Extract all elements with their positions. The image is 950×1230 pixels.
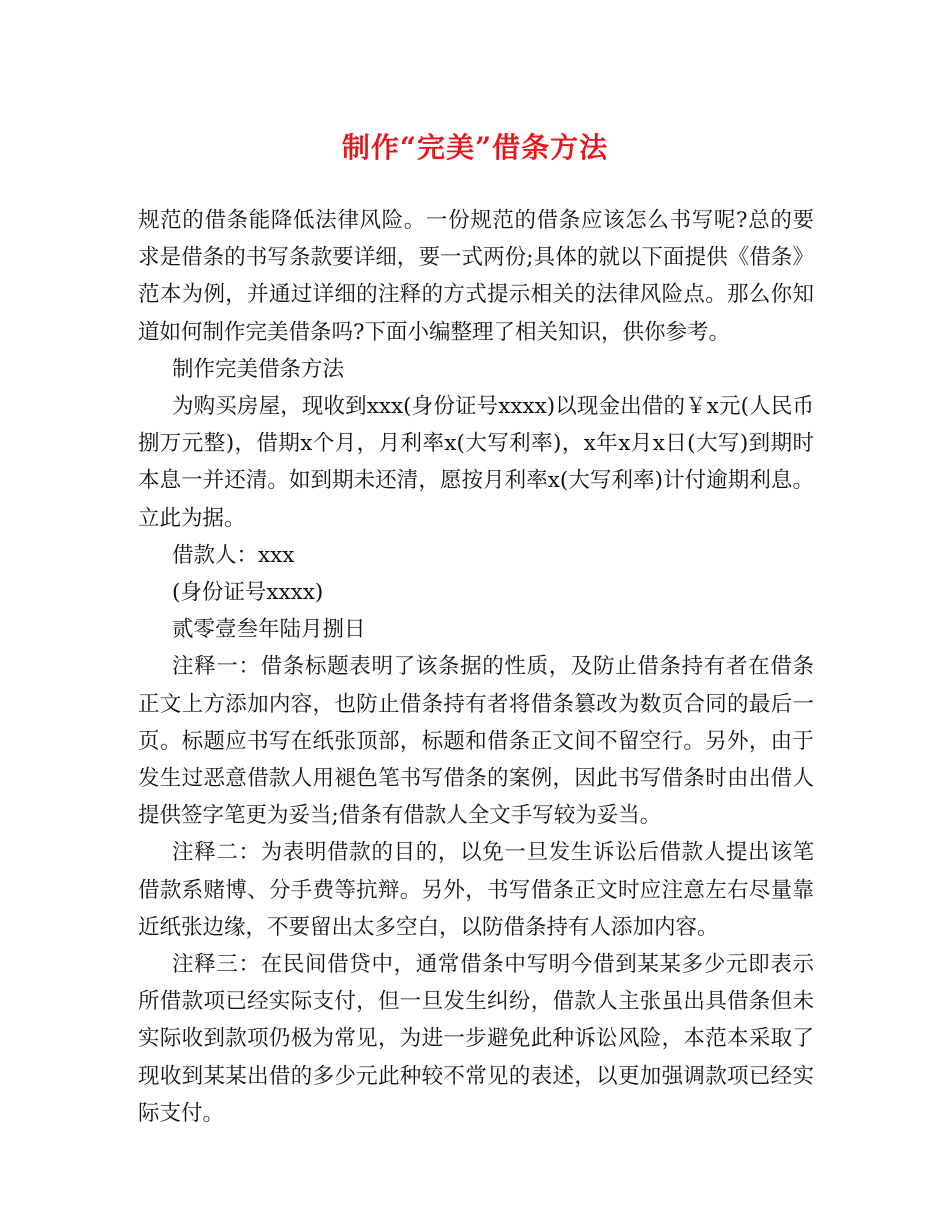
note-two-paragraph: 注释二：为表明借款的目的，以免一旦发生诉讼后借款人提出该笔借款系赌博、分手费等抗辩。另外，书写借条正文时应注意左右尽量靠近纸张边缘，不要留出太多空白，以防借条持有人添加内容。 bbox=[138, 840, 814, 940]
borrower-line: 借款人：xxx bbox=[172, 542, 295, 568]
loan-note-paragraph: 为购买房屋，现收到xxx(身份证号xxxx)以现金出借的￥x元(人民币捌万元整)，借期x个月，月利率x(大写利率)，x年x月x日(大写)到期时本息一并还清。如到期未还清，愿按月利率x(大写利率)计付逾期利息。立此为据。 bbox=[138, 394, 814, 531]
id-number-line: (身份证号xxxx) bbox=[172, 580, 324, 606]
note-one-paragraph: 注释一：借条标题表明了该条据的性质，及防止借条持有者在借条正文上方添加内容，也防止借条持有者将借条篡改为数页合同的最后一页。标题应书写在纸张顶部，标题和借条正文间不留空行。另外，由于发生过恶意借款人用褪色笔书写借条的案例，因此书写借条时由出借人提供签字笔更为妥当;借条有借款人全文手写较为妥当。 bbox=[138, 654, 814, 829]
document-title: 制作“完美”借条方法 bbox=[341, 131, 609, 164]
date-line: 贰零壹叁年陆月捌日 bbox=[172, 617, 366, 643]
section-heading: 制作完美借条方法 bbox=[172, 356, 345, 382]
intro-paragraph: 规范的借条能降低法律风险。一份规范的借条应该怎么书写呢?总的要求是借条的书写条款要详细，要一式两份;具体的就以下面提供《借条》范本为例，并通过详细的注释的方式提示相关的法律风险点。那么你知道如何制作完美借条吗?下面小编整理了相关知识，供你参考。 bbox=[138, 208, 814, 345]
document-body bbox=[138, 202, 814, 1132]
note-three-paragraph: 注释三：在民间借贷中，通常借条中写明今借到某某多少元即表示所借款项已经实际支付，但一旦发生纠纷，借款人主张虽出具借条但未实际收到款项仍极为常见，为进一步避免此种诉讼风险，本范本采取了现收到某某出借的多少元此种较不常见的表述，以更加强调款项已经实际支付。 bbox=[138, 952, 814, 1126]
